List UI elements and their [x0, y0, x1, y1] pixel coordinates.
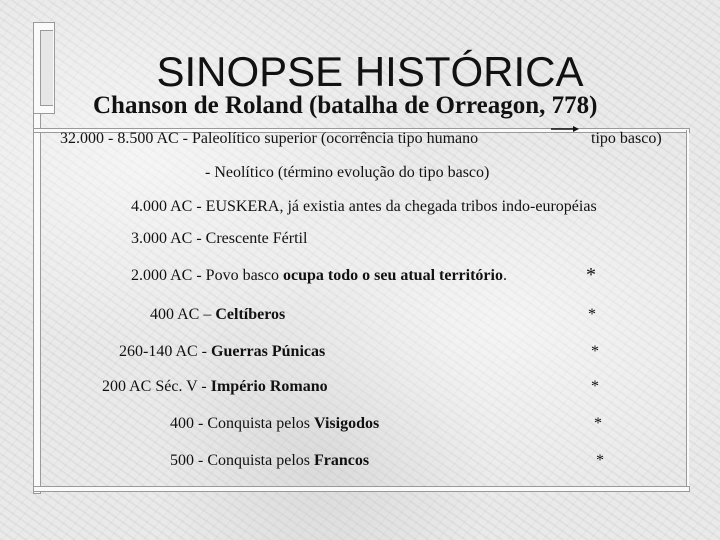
line-prefix: 400 - Conquista pelos [170, 415, 314, 432]
timeline-line-francos [170, 452, 369, 470]
line-bold: ocupa todo o seu atual território [283, 267, 503, 284]
line-bold: Guerras Púnicas [211, 343, 326, 360]
timeline-line-visigodos [170, 415, 379, 433]
timeline-line-guerras-punicas [119, 343, 325, 361]
asterisk-marker: * [588, 306, 596, 323]
line-bold: Celtíberos [215, 306, 286, 323]
frame-bottom-bar [33, 486, 690, 492]
line-suffix: . [502, 267, 507, 284]
right-arrow-icon [551, 124, 579, 134]
timeline-line-paleolitico: 32.000 - 8.500 AC - Paleolítico superior (ocorrência tipo humano [60, 130, 479, 147]
page-title: SINOPSE HISTÓRICA [156, 48, 584, 95]
asterisk-marker: * [596, 452, 604, 469]
timeline-line-celtiberos [150, 306, 285, 324]
line-prefix: 500 - Conquista pelos [170, 452, 314, 469]
timeline-line-paleolitico-end: tipo basco) [591, 130, 662, 147]
timeline-line-crescente: 3.000 AC - Crescente Fértil [131, 230, 308, 247]
asterisk-marker: * [586, 264, 596, 286]
frame-right-bar [686, 130, 689, 492]
line-prefix: 200 AC Séc. V - [102, 378, 211, 395]
line-bold: Francos [314, 452, 370, 469]
line-prefix: 2.000 AC - Povo basco [131, 267, 283, 284]
page-subtitle: Chanson de Roland (batalha de Orreagon, 778) [93, 92, 598, 119]
timeline-line-neolitico: - Neolítico (término evolução do tipo basco) [205, 164, 490, 181]
line-prefix: 400 AC – [150, 306, 216, 323]
asterisk-marker: * [591, 343, 599, 360]
timeline-line-euskera: 4.000 AC - EUSKERA, já existia antes da chegada tribos indo-européias [131, 198, 597, 215]
line-prefix: 260-140 AC - [119, 343, 211, 360]
timeline-line-imperio-romano [102, 378, 328, 396]
line-bold: Visigodos [314, 415, 380, 432]
line-bold: Império Romano [210, 378, 328, 395]
asterisk-marker: * [591, 378, 599, 395]
asterisk-marker: * [594, 415, 602, 432]
timeline-line-povo-basco [131, 267, 507, 285]
